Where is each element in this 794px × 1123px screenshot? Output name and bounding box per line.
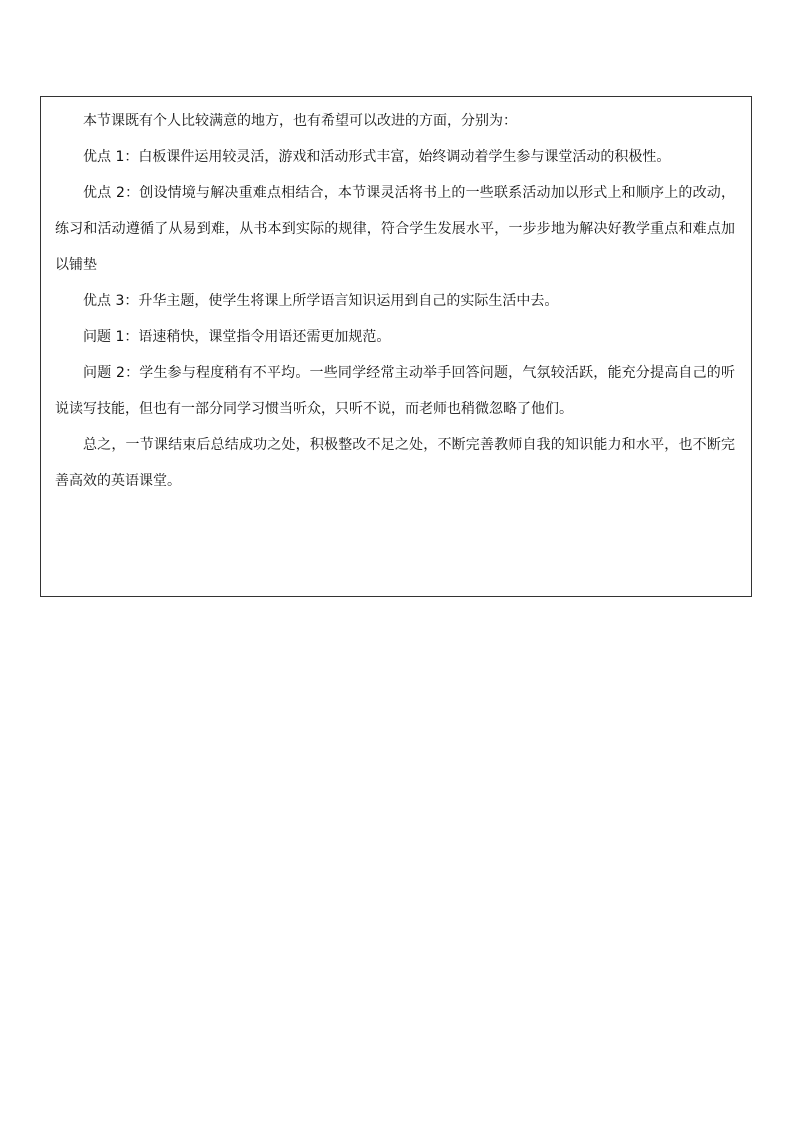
paragraph-issue-1: 问题 1：语速稍快，课堂指令用语还需更加规范。: [83, 329, 391, 345]
paragraph-strength-1: 优点 1：白板课件运用较灵活，游戏和活动形式丰富，始终调动着学生参与课堂活动的积极性。: [83, 149, 671, 165]
paragraph-intro: 本节课既有个人比较满意的地方，也有希望可以改进的方面，分别为：: [83, 113, 517, 129]
reflection-text-box: [40, 96, 752, 597]
paragraph-strength-2: 优点 2：创设情境与解决重难点相结合，本节课灵活将书上的一些联系活动加以形式上和顺序上的改动，练习和活动遵循了从易到难，从书本到实际的规律，符合学生发展水平，一步步地为解决好教学重点和难点加以铺垫: [55, 185, 735, 273]
paragraph-strength-3: 优点 3：升华主题，使学生将课上所学语言知识运用到自己的实际生活中去。: [83, 293, 559, 309]
paragraph-conclusion: 总之，一节课结束后总结成功之处，积极整改不足之处，不断完善教师自我的知识能力和水平，也不断完善高效的英语课堂。: [55, 437, 735, 489]
paragraph-issue-2: 问题 2：学生参与程度稍有不平均。一些同学经常主动举手回答问题，气氛较活跃，能充分提高自己的听说读写技能，但也有一部分同学习惯当听众，只听不说，而老师也稍微忽略了他们。: [55, 365, 735, 417]
